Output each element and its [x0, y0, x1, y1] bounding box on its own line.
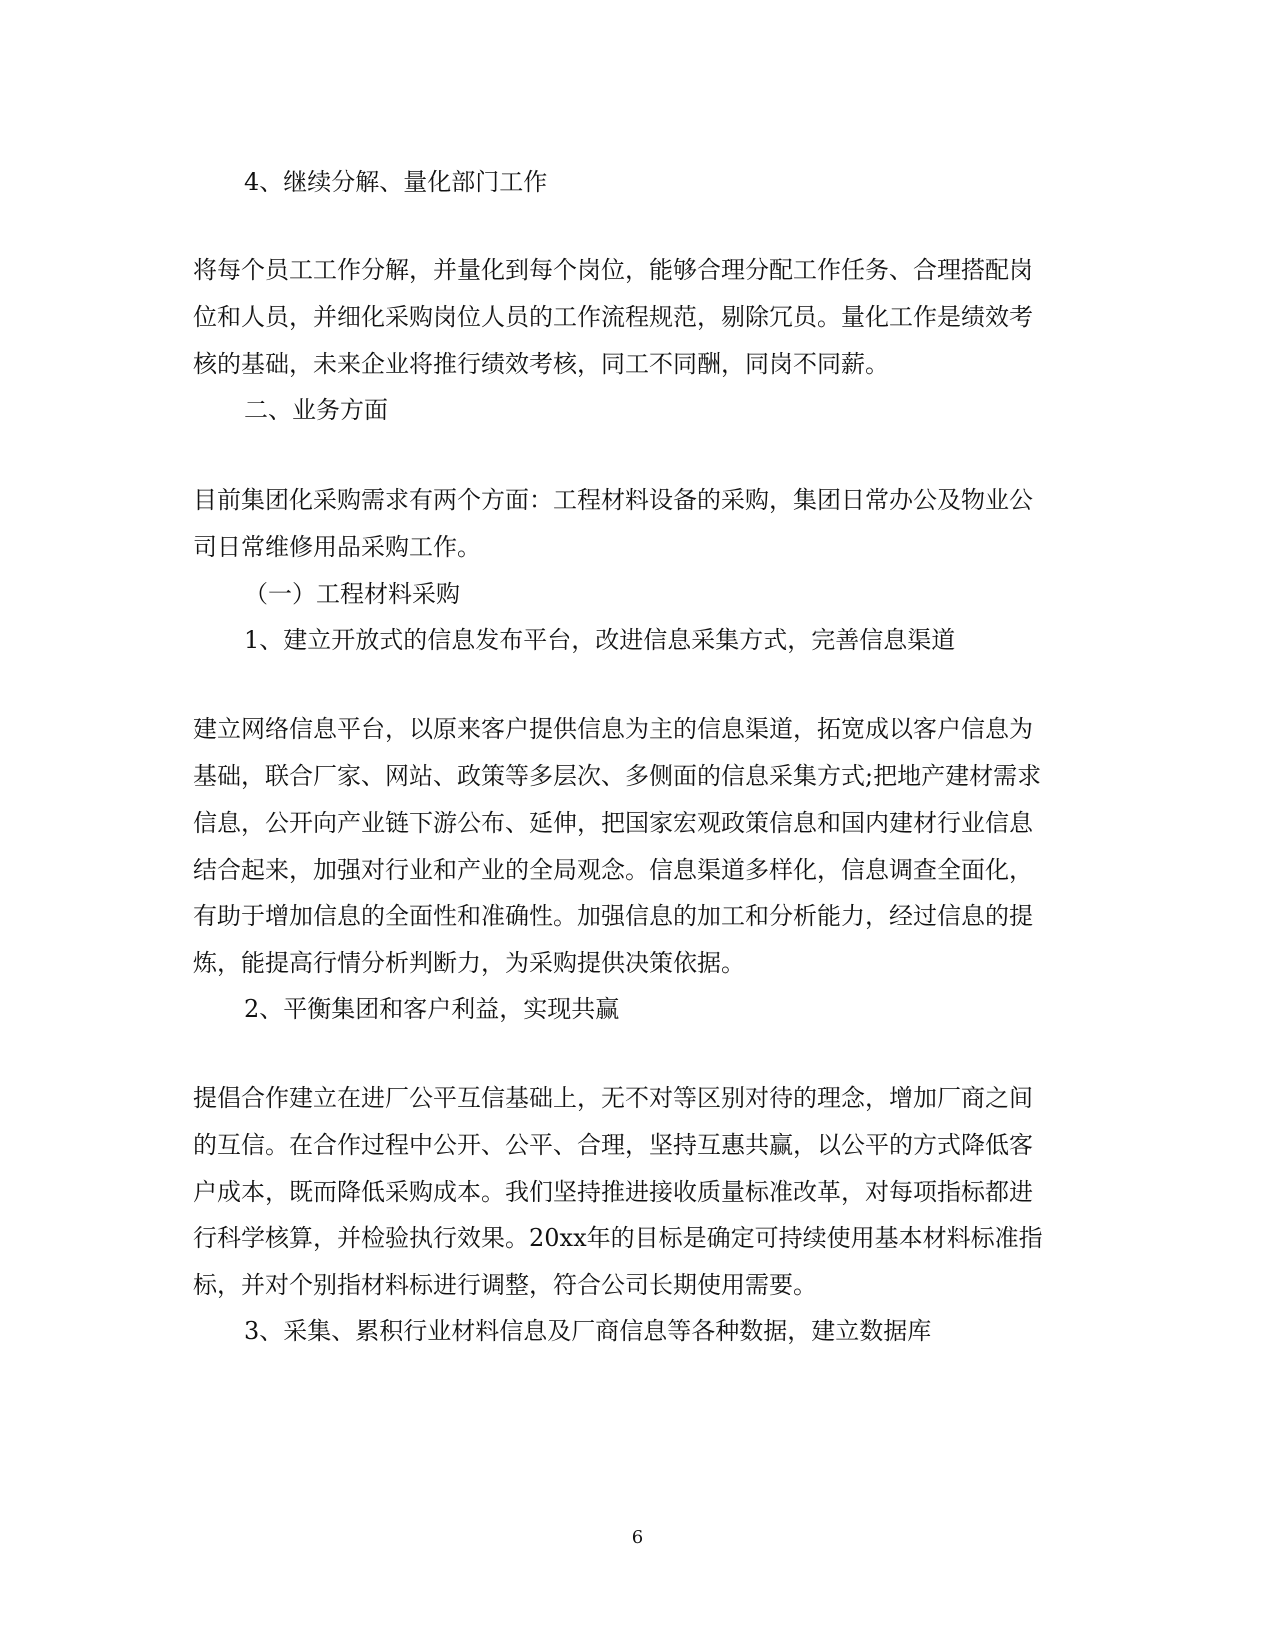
paragraph-line: 信息，公开向产业链下游公布、延伸，把国家宏观政策信息和国内建材行业信息	[193, 809, 1033, 837]
section-heading-business: 二、业务方面	[244, 396, 388, 424]
paragraph-line: 将每个员工工作分解，并量化到每个岗位，能够合理分配工作任务、合理搭配岗	[193, 256, 1033, 284]
heading-3-database: 3、采集、累积行业材料信息及厂商信息等各种数据，建立数据库	[244, 1317, 932, 1345]
subsection-heading-materials: （一）工程材料采购	[244, 580, 460, 608]
paragraph-line: 行科学核算，并检验执行效果。20xx年的目标是确定可持续使用基本材料标准指	[193, 1224, 1043, 1252]
heading-2-win-win: 2、平衡集团和客户利益，实现共赢	[244, 995, 620, 1023]
paragraph-line: 建立网络信息平台，以原来客户提供信息为主的信息渠道，拓宽成以客户信息为	[193, 715, 1033, 743]
paragraph-line: 炼，能提高行情分析判断力，为采购提供决策依据。	[193, 949, 745, 977]
paragraph-line: 基础，联合厂家、网站、政策等多层次、多侧面的信息采集方式;把地产建材需求	[193, 762, 1042, 790]
paragraph-line: 位和人员，并细化采购岗位人员的工作流程规范，剔除冗员。量化工作是绩效考	[193, 303, 1033, 331]
paragraph-line: 提倡合作建立在进厂公平互信基础上，无不对等区别对待的理念，增加厂商之间	[193, 1084, 1033, 1112]
paragraph-line: 有助于增加信息的全面性和准确性。加强信息的加工和分析能力，经过信息的提	[193, 902, 1033, 930]
paragraph-line: 司日常维修用品采购工作。	[193, 533, 481, 561]
page-number: 6	[631, 1527, 644, 1548]
paragraph-line: 标，并对个别指材料标进行调整，符合公司长期使用需要。	[193, 1271, 817, 1299]
paragraph-line: 结合起来，加强对行业和产业的全局观念。信息渠道多样化，信息调查全面化，	[193, 856, 1033, 884]
heading-4-decompose-work: 4、继续分解、量化部门工作	[244, 168, 548, 196]
paragraph-line: 目前集团化采购需求有两个方面：工程材料设备的采购，集团日常办公及物业公	[193, 486, 1033, 514]
paragraph-line: 户成本，既而降低采购成本。我们坚持推进接收质量标准改革，对每项指标都进	[193, 1178, 1033, 1206]
paragraph-line: 核的基础，未来企业将推行绩效考核，同工不同酬，同岗不同薪。	[193, 350, 889, 378]
heading-1-info-platform: 1、建立开放式的信息发布平台，改进信息采集方式，完善信息渠道	[244, 626, 956, 654]
paragraph-line: 的互信。在合作过程中公开、公平、合理，坚持互惠共赢，以公平的方式降低客	[193, 1131, 1033, 1159]
